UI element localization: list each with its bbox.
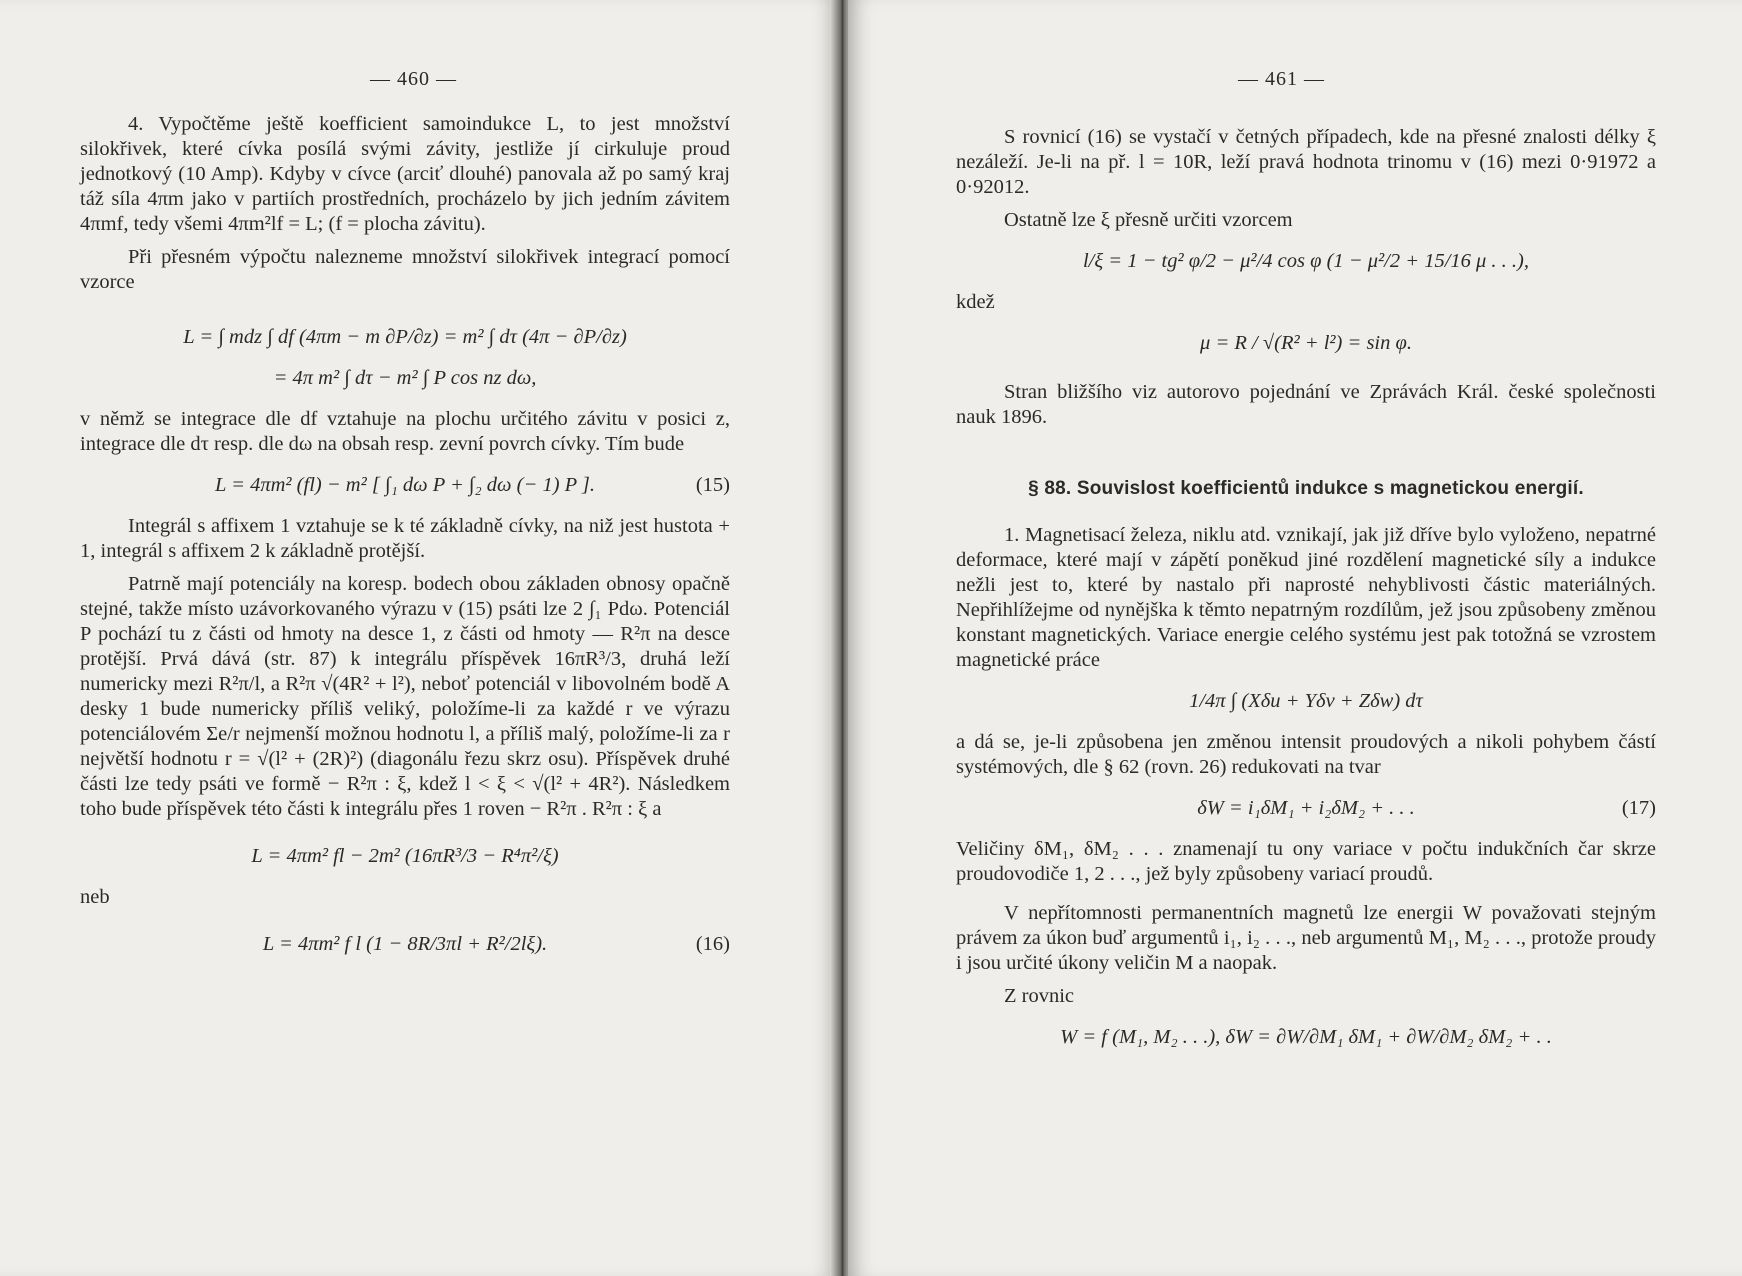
- paragraph: Stran bližšího viz autorovo pojednání ve Zprávách Král. české společnosti nauk 1896.: [956, 381, 1656, 428]
- paragraph: Z rovnic: [1004, 985, 1075, 1007]
- paragraph: 4. Vypočtěme ještě koefficient samoindukce L, to jest množství silokřivek, které cívka posílá svými závity, jestliže jí cirkuluje proud jednotkový (10 Amp). Kdyby v cívce (arciť dlouhé) panovala až po samý kraj táž síla 4πm jako v partiích prostředních, procházelo by jich jedním závitem 4πmf, tedy všemi 4πm²lf = L; (f = plocha závitu).: [80, 113, 730, 235]
- equation-number: (15): [695, 474, 730, 496]
- equation: = 4π m² ∫ dτ − m² ∫ P cos nz dω,: [273, 367, 537, 389]
- equation: l/ξ = 1 − tg² φ/2 − μ²/4 cos φ (1 − μ²/2 + 15/16 μ . . .),: [1082, 250, 1530, 272]
- equation: μ = R / √(R² + l²) = sin φ.: [1200, 332, 1412, 354]
- right-page: [848, 0, 1742, 1276]
- right-page-text: [956, 125, 1656, 1066]
- paragraph: S rovnicí (16) se vystačí v četných případech, kde na přesné znalosti délky ξ nezáleží. Je-li na př. l = 10R, leží pravá hodnota trinomu v (16) mezi 0·91972 a 0·92012.: [956, 126, 1656, 198]
- paragraph: Patrně mají potenciály na koresp. bodech obou základen obnosy opačně stejné, takže místo uzávorkovaného výrazu v (15) psáti lze 2 ∫₁ Pdω. Potenciál P pochází tu z části od hmoty na desce 1, z části od hmoty — R²π na desce protější. Prvá dává (str. 87) k integrálu příspěvek 16πR³/3, druhá leží numericky mezi R²π/l, a R²π √(4R² + l²), neboť potenciál v libovolném bodě A desky 1 bude numericky příliš veliký, položíme-li za každé r ve výrazu potenciálovém Σe/r nejmenší možnou hodnotu l, a příliš malý, položíme-li za r největší hodnotu r = √(l² + (2R)²) (diagonálu řezu skrz osu). Příspěvek druhé části lze tedy psáti ve formě − R²π : ξ, kdež l < ξ < √(l² + 4R²). Následkem toho bude příspěvek této části k integrálu přes 1 roven − R²π . R²π : ξ a: [80, 573, 730, 820]
- equation-number: (16): [695, 933, 730, 955]
- paragraph: Ostatně lze ξ přesně určiti vzorcem: [1004, 209, 1293, 231]
- paragraph: a dá se, je-li způsobena jen změnou intensit proudových a nikoli pohybem částí systémových, dle § 62 (rovn. 26) redukovati na tvar: [956, 731, 1656, 778]
- equation: W = f (M₁, M₂ . . .), δW = ∂W/∂M₁ δM₁ + ∂W/∂M₂ δM₂ + . .: [1060, 1026, 1552, 1048]
- equation-body: L = 4πm² f l (1 − 8R/3πl + R²/2lξ).: [262, 933, 548, 955]
- equation: L = 4πm² fl − 2m² (16πR³/3 − R⁴π²/ξ): [251, 845, 559, 867]
- page-number: — 461 —: [1238, 68, 1325, 90]
- page-number: — 460 —: [370, 68, 457, 90]
- paragraph: v němž se integrace dle df vztahuje na plochu určitého závitu v posici z, integrace dle dτ resp. dle dω na obsah resp. zevní povrch cívky. Tím bude: [80, 408, 730, 455]
- paragraph: Veličiny δM₁, δM₂ . . . znamenají tu ony variace v počtu indukčních čar skrze proudovodiče 1, 2 . . ., jež byly způsobeny variací proudů.: [956, 838, 1656, 885]
- equation-16: [80, 932, 730, 957]
- equation-body: L = 4πm² (fl) − m² [ ∫₁ dω P + ∫₂ dω (− 1) P ].: [214, 474, 596, 496]
- paragraph: Integrál s affixem 1 vztahuje se k té základně cívky, na niž jest hustota + 1, integrál s affixem 2 k základně protější.: [80, 515, 730, 562]
- equation-number: (17): [1621, 797, 1656, 819]
- equation: L = ∫ mdz ∫ df (4πm − m ∂P/∂z) = m² ∫ dτ (4π − ∂P/∂z): [183, 326, 627, 348]
- label-neb: neb: [80, 886, 110, 908]
- paragraph: 1. Magnetisací železa, niklu atd. vznikají, jak již dříve bylo vyloženo, nepatrné deformace, které mají v zápětí poněkud jiné rozdělení magnetické síly a indukce nežli jest to, které by nastalo při naprosté nehyblivosti částic materiálných. Nepřihlížejme od nynějška k těmto nepatrným rozdílům, jež jsou způsobeny změnou konstant magnetických. Variace energie celého systému jest pak totožná se vzrostem magnetické práce: [956, 524, 1656, 671]
- left-page: [0, 0, 838, 1276]
- paragraph: Při přesném výpočtu nalezneme množství silokřivek integrací pomocí vzorce: [80, 246, 730, 293]
- equation-17: [956, 796, 1656, 821]
- left-page-text: [80, 112, 730, 973]
- equation-body: δW = i₁δM₁ + i₂δM₂ + . . .: [1197, 797, 1415, 819]
- label-kdez: kdež: [956, 291, 995, 313]
- equation-15: [80, 473, 730, 498]
- section-heading: § 88. Souvislost koefficientů indukce s magnetickou energií.: [1028, 478, 1584, 499]
- paragraph: V nepřítomnosti permanentních magnetů lze energii W považovati stejným právem za úkon buď argumentů i₁, i₂ . . ., neb argumentů M₁, M₂ . . ., protože proudy i jsou určité úkony veličin M a naopak.: [956, 902, 1656, 974]
- equation: 1/4π ∫ (Xδu + Yδv + Zδw) dτ: [1189, 690, 1423, 712]
